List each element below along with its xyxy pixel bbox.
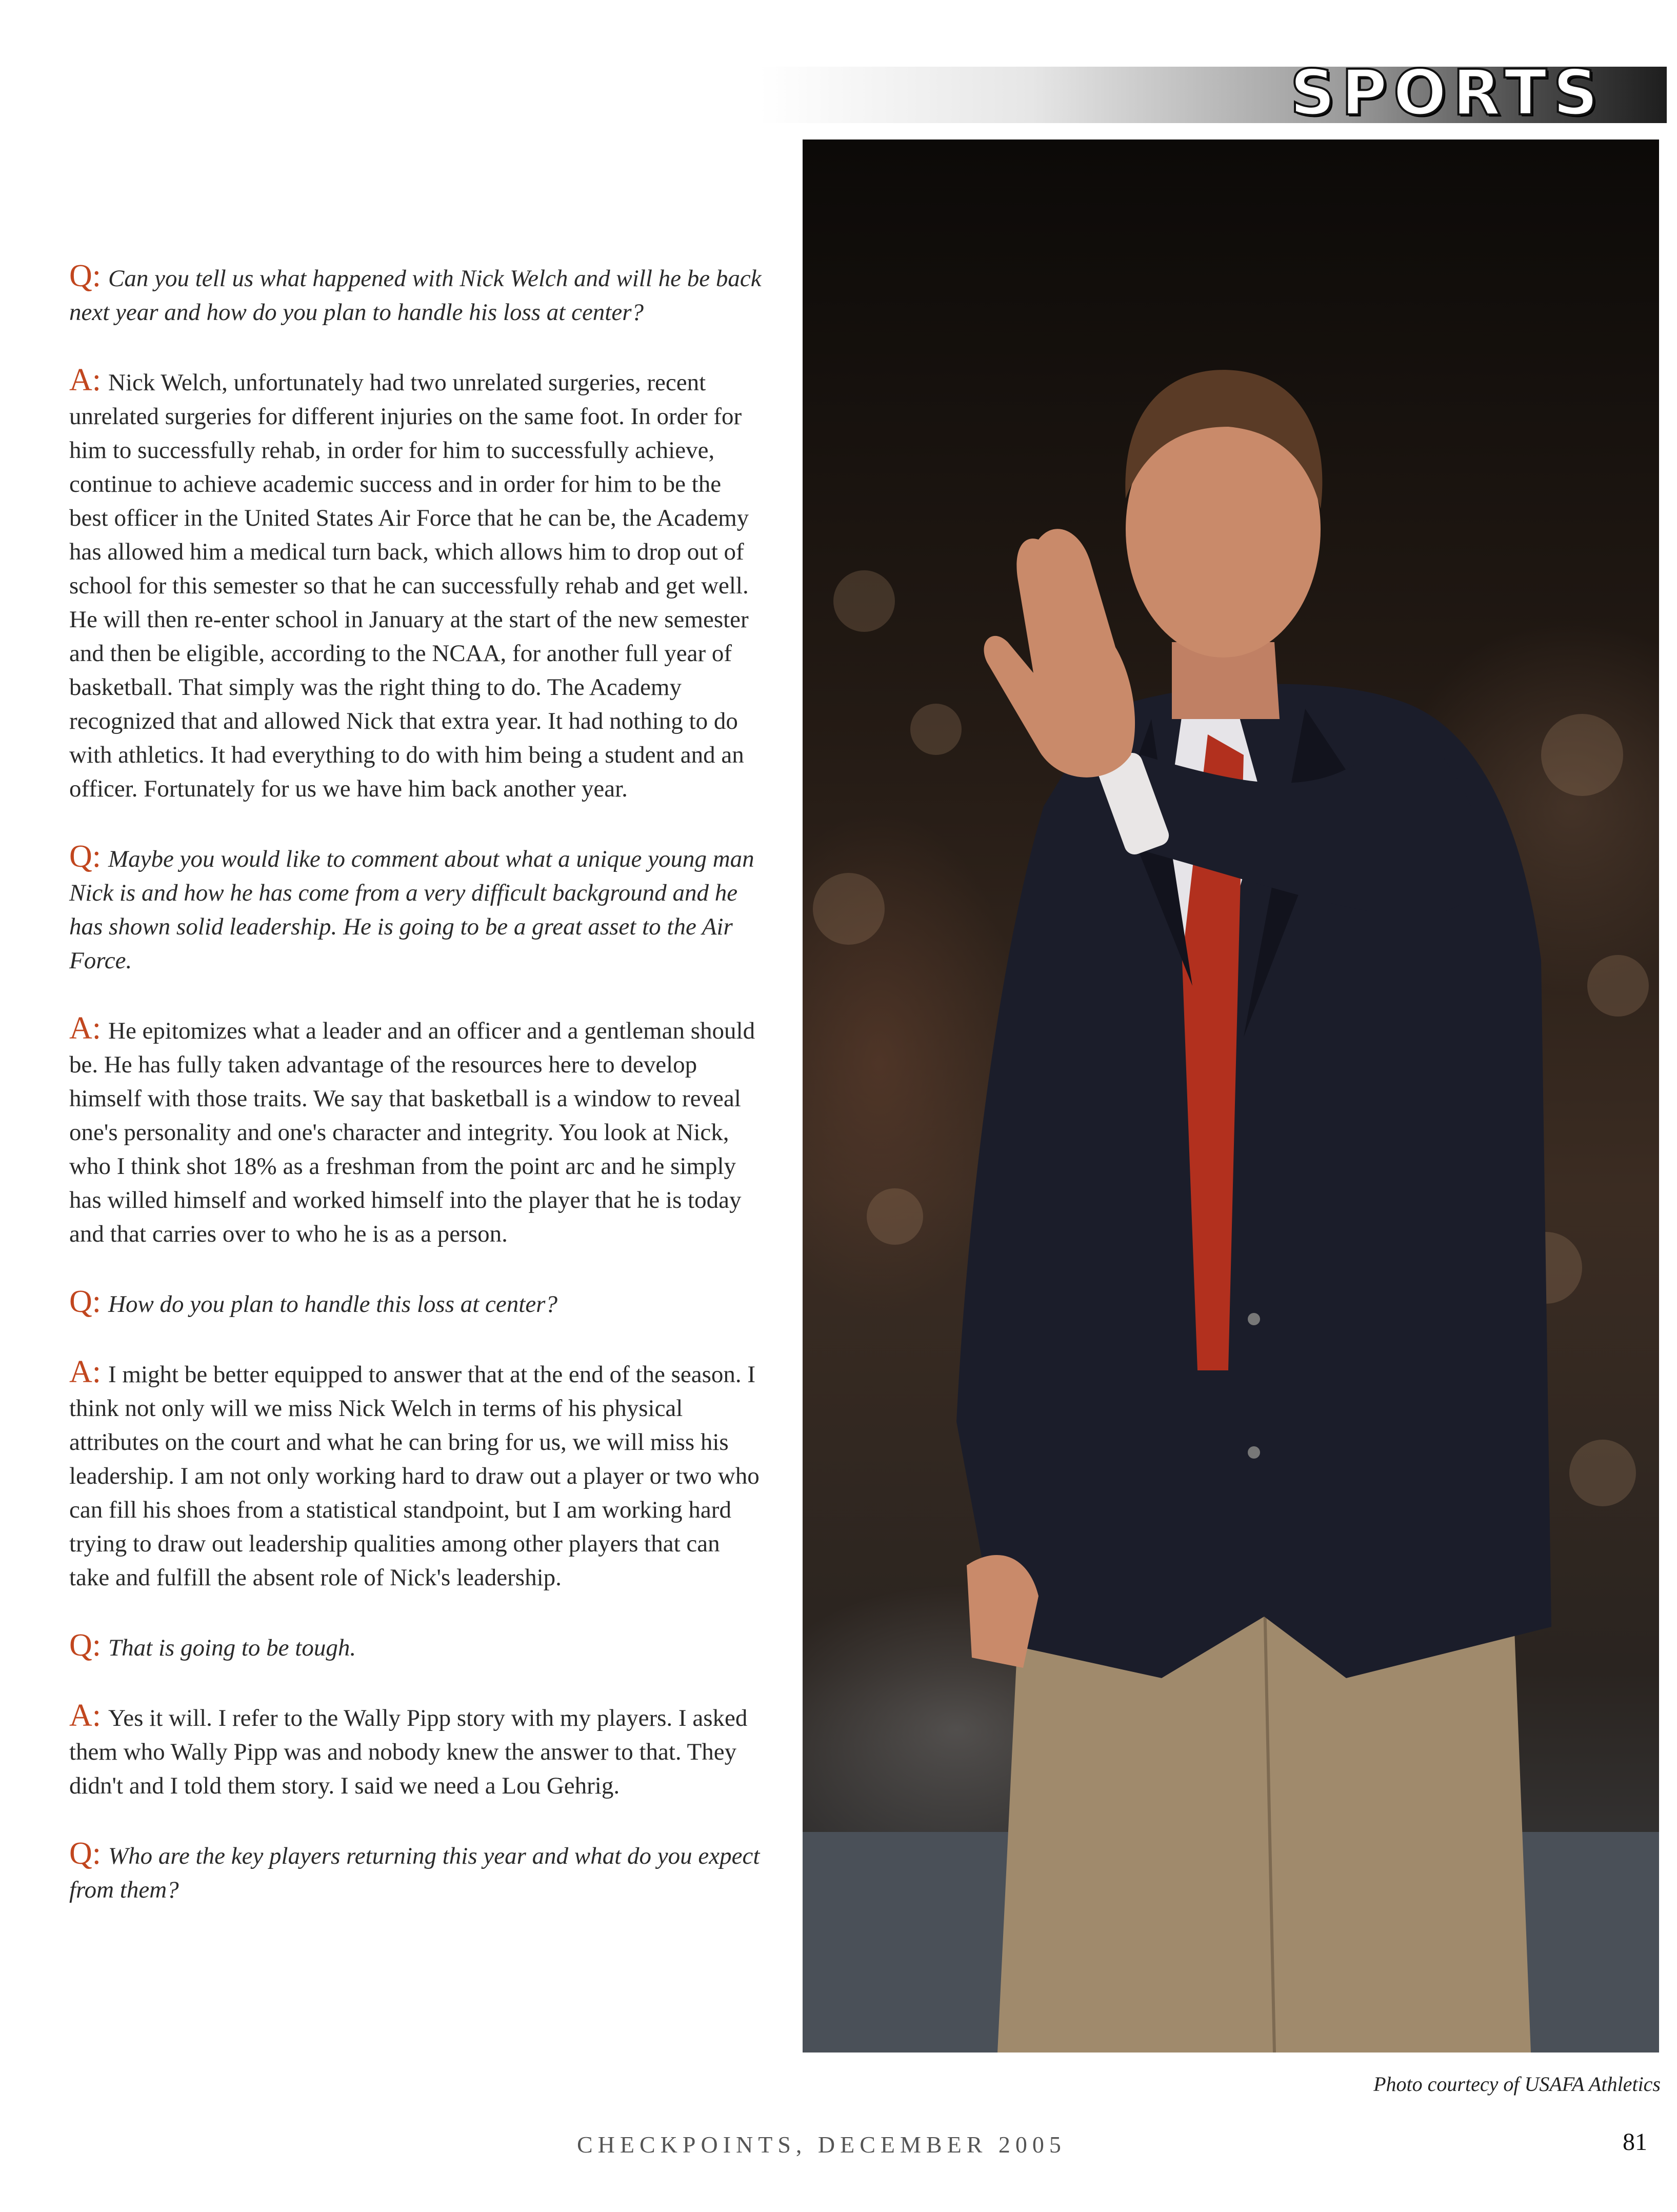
interview-column — [69, 259, 762, 1941]
answer-label: A: — [69, 363, 101, 397]
question-text: Who are the key players returning this year and what do you expect from them? — [69, 1843, 760, 1903]
answer-text: Nick Welch, unfortunately had two unrelated surgeries, recent unrelated surgeries for different injuries on the same foot. In order for him to successfully rehab, in order for him to successfully achieve, continue to achieve academic success and in order for him to be the best officer in the United States Air Force that he can be, the Academy has allowed him a medical turn back, which allows him to drop out of school for this semester so that he can successfully rehab and get well. He will then re-enter school in January at the start of the new semester and then be eligible, according to the NCAA, for another full year of basketball. That simply was the right thing to do. The Academy recognized that and allowed Nick that extra year. It had nothing to do with athletics. It had everything to do with him being a student and an officer. Fortunately for us we have him back another year. — [69, 369, 749, 802]
question-label: Q: — [69, 258, 101, 293]
answer-text: Yes it will. I refer to the Wally Pipp story with my players. I asked them who Wally Pipp was and nobody knew the answer to that. They didn't and I told them story. I said we need a Lou Gehrig. — [69, 1705, 748, 1799]
question-5 — [69, 1837, 762, 1907]
coach-figure — [803, 140, 1659, 2052]
coach-photo — [803, 140, 1659, 2052]
photo-caption: Photo courtecy of USAFA Athletics — [1373, 2072, 1661, 2096]
answer-text: I might be better equipped to answer that at the end of the season. I think not only will we miss Nick Welch in terms of his physical attributes on the court and what he can bring for us, we will miss his leadership. I am not only working hard to draw out a player or two who can fill his shoes from a statistical standpoint, but I am working hard trying to draw out leadership qualities among other players that can take and fulfill the absent role of Nick's leadership. — [69, 1361, 760, 1591]
question-text: Can you tell us what happened with Nick Welch and will he be back next year and how do you plan to handle his loss at center? — [69, 265, 762, 326]
question-4 — [69, 1628, 762, 1665]
answer-1 — [69, 363, 762, 806]
question-3 — [69, 1285, 762, 1321]
question-label: Q: — [69, 839, 101, 874]
page-footer — [0, 2128, 1677, 2167]
section-title: SPORTS — [1290, 56, 1604, 129]
question-label: Q: — [69, 1628, 101, 1663]
answer-2 — [69, 1011, 762, 1251]
answer-text: He epitomizes what a leader and an officer and a gentleman should be. He has fully taken advantage of the resources here to develop himself with those traits. We say that basketball is a window to reveal one's personality and one's character and integrity. You look at Nick, who I think shot 18% as a freshman from the point arc and he simply has willed himself and worked himself into the player that he is today and that carries over to who he is as a person. — [69, 1018, 755, 1247]
question-label: Q: — [69, 1836, 101, 1871]
answer-3 — [69, 1355, 762, 1595]
answer-label: A: — [69, 1354, 101, 1389]
question-2 — [69, 840, 762, 978]
question-text: How do you plan to handle this loss at center? — [108, 1291, 557, 1318]
question-label: Q: — [69, 1284, 101, 1319]
page-number: 81 — [1623, 2128, 1647, 2156]
publication-name: CHECKPOINTS, DECEMBER 2005 — [577, 2131, 1066, 2158]
question-1 — [69, 259, 762, 329]
question-text: That is going to be tough. — [108, 1635, 356, 1661]
answer-4 — [69, 1699, 762, 1803]
answer-label: A: — [69, 1011, 101, 1046]
question-text: Maybe you would like to comment about what a unique young man Nick is and how he has come from a very difficult background and he has shown solid leadership. He is going to be a great asset to the Air Force. — [69, 846, 754, 974]
section-banner — [759, 56, 1667, 129]
answer-label: A: — [69, 1698, 101, 1733]
